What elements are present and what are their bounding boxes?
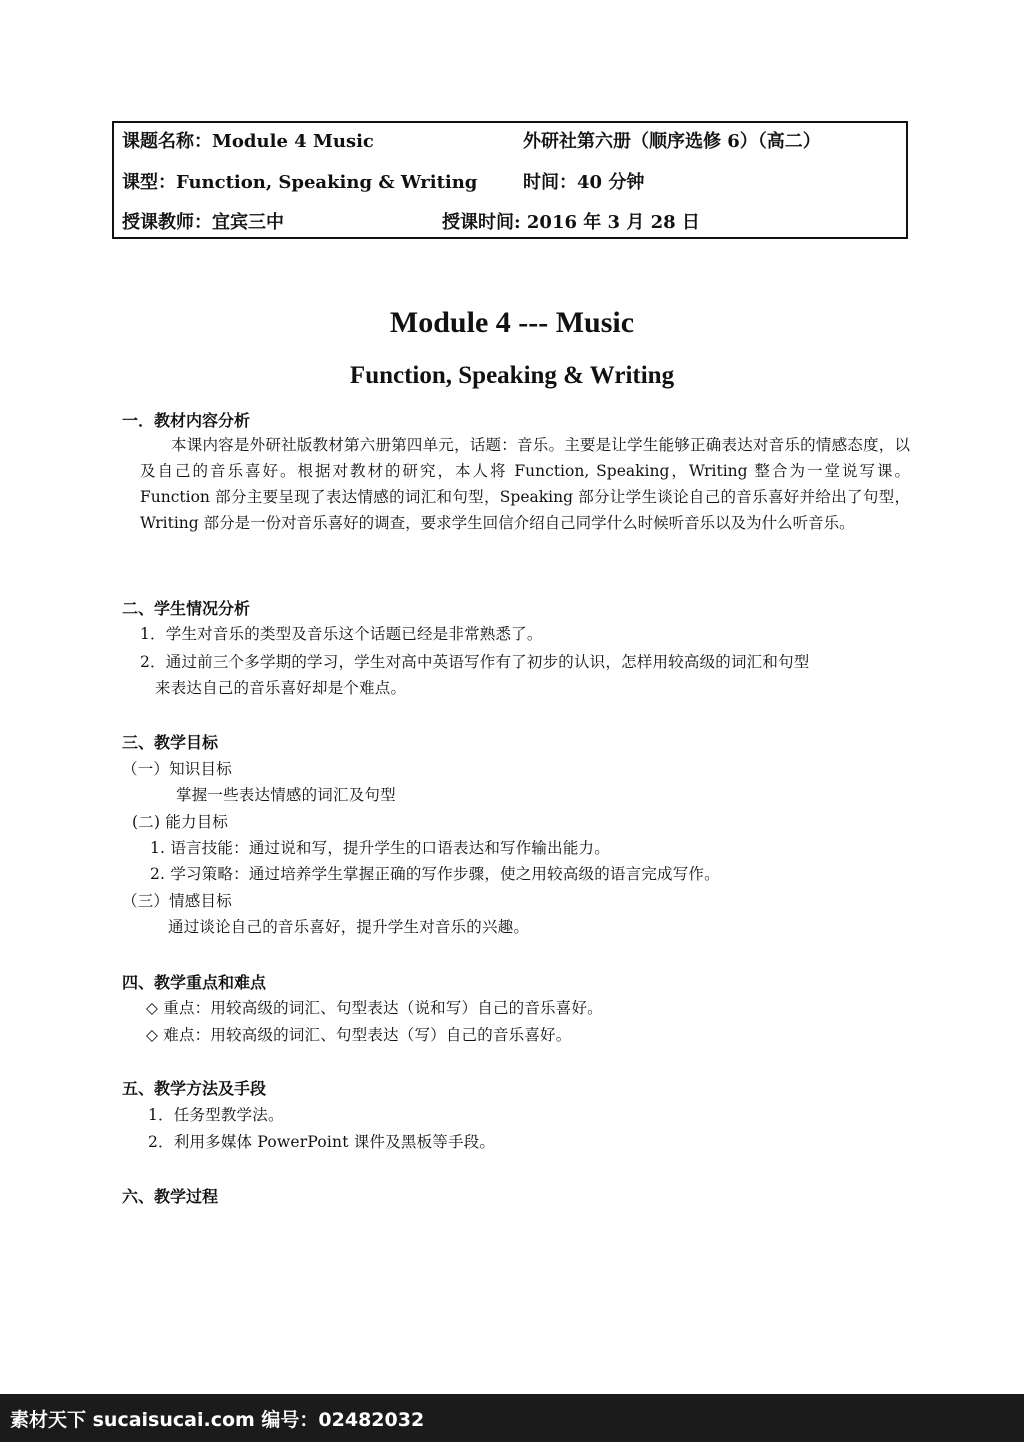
- objective-emotion-text: 通过谈论自己的音乐喜好，提升学生对音乐的兴趣。: [168, 918, 530, 936]
- student-analysis-item-cont: 来表达自己的音乐喜好却是个难点。: [155, 679, 407, 697]
- lesson-type: 课型：Function, Speaking & Writing: [122, 172, 478, 193]
- page-title: Module 4 --- Music: [389, 306, 635, 339]
- objective-ability-item: 1. 语言技能：通过说和写，提升学生的口语表达和写作输出能力。: [150, 839, 610, 857]
- lesson-date: 授课时间: 2016 年 3 月 28 日: [442, 212, 700, 233]
- objective-knowledge-title: （一）知识目标: [122, 760, 232, 778]
- section-heading-key-points: 四、教学重点和难点: [122, 973, 267, 992]
- objective-ability-title: (二) 能力目标: [132, 813, 229, 831]
- lesson-teacher: 授课教师：宜宾三中: [122, 212, 284, 233]
- student-analysis-item: 2．通过前三个多学期的学习，学生对高中英语写作有了初步的认识，怎样用较高级的词汇和句型: [140, 653, 810, 671]
- objective-knowledge-text: 掌握一些表达情感的词汇及句型: [176, 786, 396, 804]
- section-heading-students: 二、学生情况分析: [122, 599, 251, 618]
- section-heading-objectives: 三、教学目标: [122, 733, 219, 752]
- method-item: 2．利用多媒体 PowerPoint 课件及黑板等手段。: [148, 1133, 496, 1151]
- section-heading-methods: 五、教学方法及手段: [122, 1079, 267, 1098]
- watermark-text: 素材天下 sucaisucai.com 编号：02482032: [10, 1409, 425, 1431]
- section-heading-material: 一．教材内容分析: [122, 411, 251, 430]
- method-item: 1．任务型教学法。: [148, 1106, 284, 1124]
- difficulty-item: ◇ 难点：用较高级的词汇、句型表达（写）自己的音乐喜好。: [146, 1026, 572, 1044]
- page-subtitle: Function, Speaking & Writing: [349, 362, 675, 389]
- lesson-topic: 课题名称：Module 4 Music: [122, 131, 374, 152]
- objective-emotion-title: （三）情感目标: [122, 892, 232, 910]
- textbook-info: 外研社第六册（顺序选修 6）（高二）: [523, 131, 821, 152]
- student-analysis-item: 1．学生对音乐的类型及音乐这个话题已经是非常熟悉了。: [140, 625, 543, 643]
- objective-ability-item: 2. 学习策略：通过培养学生掌握正确的写作步骤，使之用较高级的语言完成写作。: [150, 865, 720, 883]
- section-heading-process: 六、教学过程: [122, 1187, 219, 1206]
- key-point-item: ◇ 重点：用较高级的词汇、句型表达（说和写）自己的音乐喜好。: [146, 999, 603, 1017]
- material-analysis-paragraph: 本课内容是外研社版教材第六册第四单元，话题：音乐。主要是让学生能够正确表达对音乐的情感态度，以及自己的音乐喜好。根据对教材的研究，本人将 Function, Speaking，Writing 整合为一堂说写课。Function 部分主要呈现了表达情感的词汇和句型，Speaking 部分让学生谈论自己的音乐喜好并给出了句型，Writing 部分是一份对音乐喜好的调查，要求学生回信介绍自己同学什么时候听音乐以及为什么听音乐。: [140, 436, 910, 532]
- lesson-duration: 时间：40 分钟: [523, 172, 645, 193]
